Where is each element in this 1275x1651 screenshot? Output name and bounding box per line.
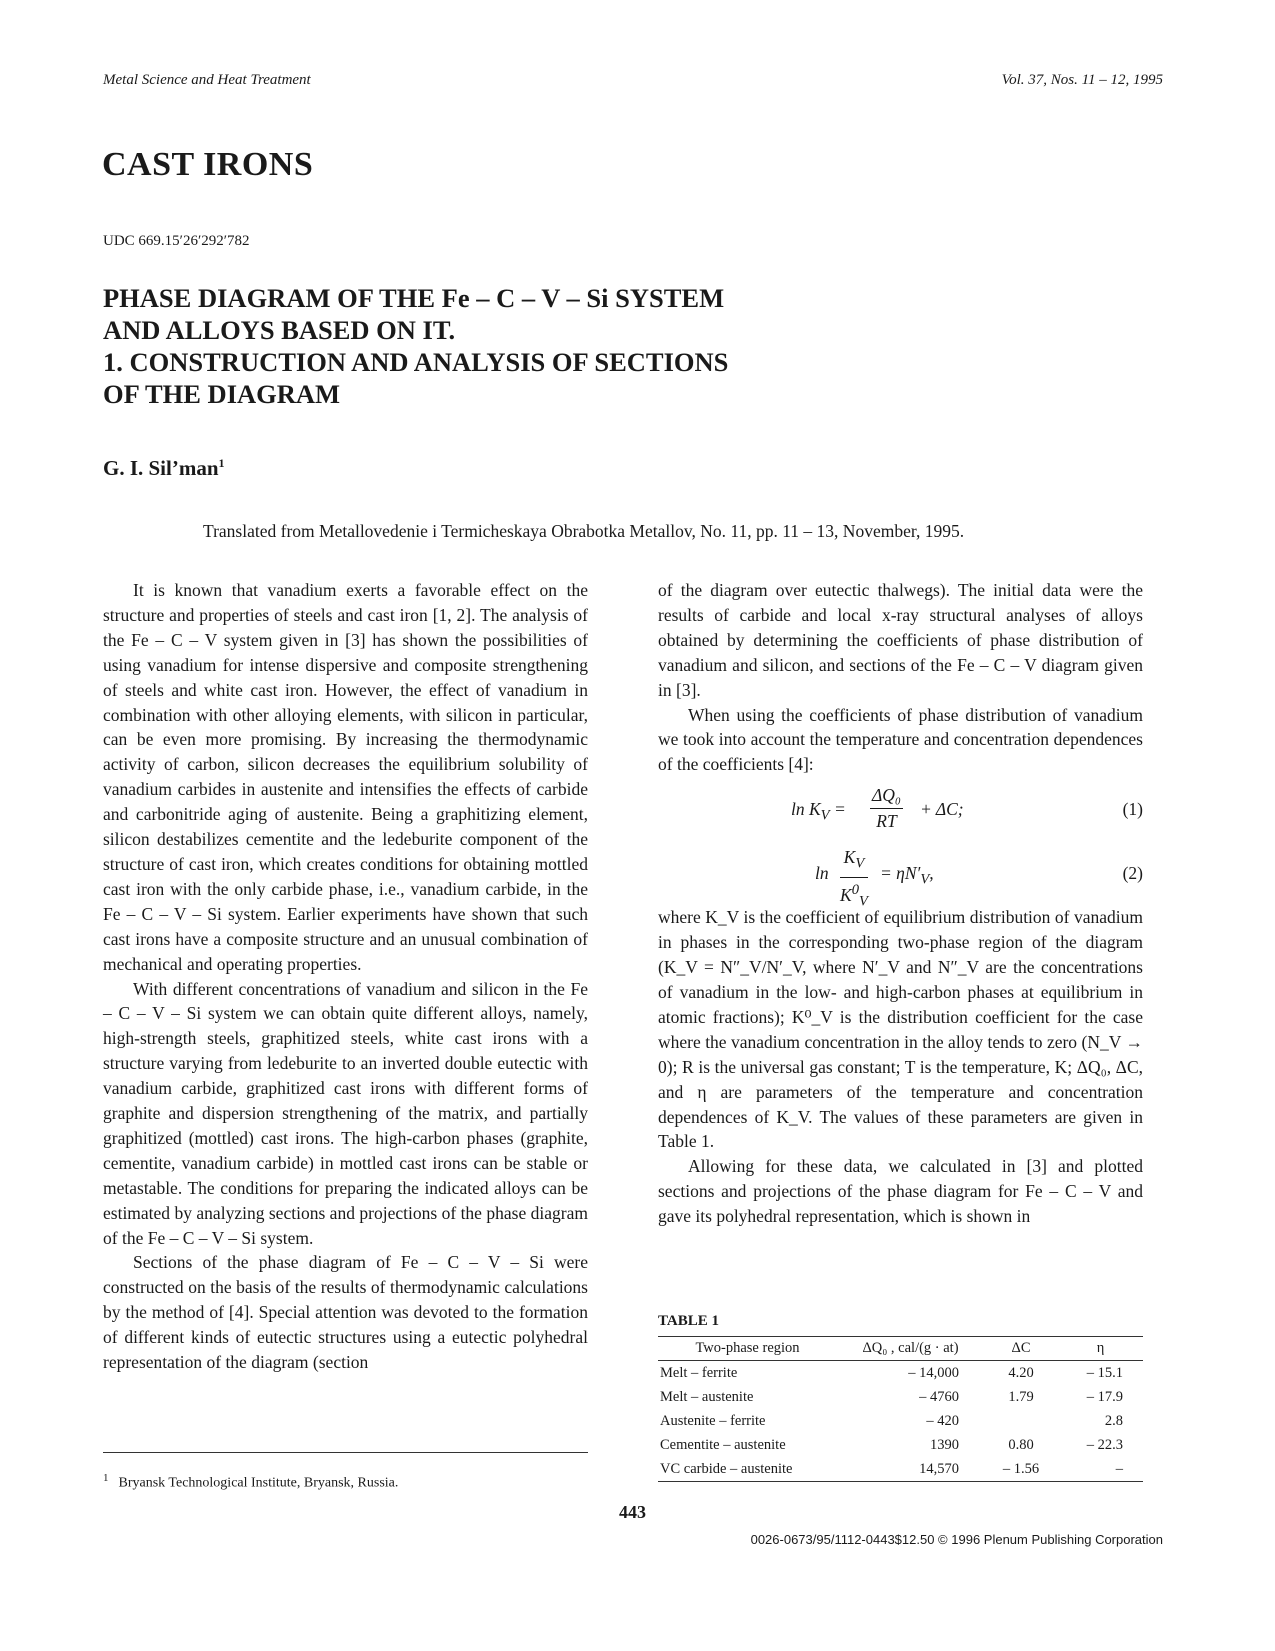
column-header: ΔC <box>984 1337 1058 1361</box>
table-cell: – 4760 <box>919 1388 959 1405</box>
table-cell: Melt – austenite <box>660 1388 754 1405</box>
volume-info: Vol. 37, Nos. 11 – 12, 1995 <box>1001 72 1163 88</box>
title-line: AND ALLOYS BASED ON IT. <box>103 315 456 345</box>
equation-1: $\ln K_V$ = $\frac{\text{ΔQ₀}}{RT}$ + ΔC; (1) <box>658 777 1143 841</box>
paragraph: where K_V is the coefficient of equilibrium distribution of vanadium in phases in the corresponding two-phase region of the diagram (K_V = N″_V/N′_V, where N′_V and N″_V are the concentrations of vanadium in the low- and high-carbon phases at equilibrium in atomic fractions); K⁰_V is the distribution coefficient for the case where the vanadium concentration in the alloy tends to zero (N_V → 0); R is the universal gas constant; T is the temperature, K; ΔQ₀, ΔC, and η are parameters of the temperature and concentration dependences of K_V. The values of these parameters are given in Table 1. <box>658 907 1143 1152</box>
table-cell: Melt – ferrite <box>660 1364 738 1381</box>
column-header: η <box>1058 1337 1143 1361</box>
udc-code: UDC 669.15′26′292′782 <box>103 233 250 249</box>
eq2-numerator: K <box>843 847 856 868</box>
footnote-divider <box>103 1452 588 1453</box>
author-name: G. I. Sil’man <box>103 456 219 480</box>
journal-name: Metal Science and Heat Treatment <box>103 72 311 88</box>
equation-2 <box>658 841 1143 909</box>
paper-title <box>103 282 823 410</box>
title-line: PHASE DIAGRAM OF THE Fe – C – V – Si SYSTEM <box>103 283 725 313</box>
table-cell: – 22.3 <box>1086 1436 1123 1453</box>
eq2-number: (2) <box>1122 863 1143 884</box>
right-column <box>658 578 1143 1229</box>
table-cell: 14,570 <box>837 1457 984 1482</box>
paragraph: When using the coefficients of phase distribution of vanadium we took into account the temperature and concentration dependences of the coefficients [4]: <box>658 704 1143 775</box>
eq1-denominator: RT <box>876 811 897 832</box>
table-cell: 1390 <box>930 1436 959 1453</box>
eq2-numerator-sub: V <box>855 855 865 872</box>
paragraph: of the diagram over eutectic thalwegs). The initial data were the results of carbide and local x-ray structural analyses of alloys obtained by determining the coefficients of phase distribution of vanadium and silicon, and sections of the Fe – C – V diagram given in [3]. <box>658 580 1143 700</box>
eq1-numerator: ΔQ₀ <box>870 783 903 809</box>
table-row <box>658 1409 1143 1433</box>
author <box>103 456 225 481</box>
eq2-lhs: ln <box>815 863 829 884</box>
table-row <box>658 1385 1143 1409</box>
copyright-line: 0026-0673/95/1112-0443$12.50 © 1996 Plenum Publishing Corporation <box>750 1532 1163 1547</box>
table-caption: TABLE 1 <box>658 1313 719 1329</box>
section-heading: CAST IRONS <box>102 146 314 183</box>
table-cell: VC carbide – austenite <box>658 1457 837 1482</box>
table-cell: Austenite – ferrite <box>660 1412 766 1429</box>
paragraph: With different concentrations of vanadium and silicon in the Fe – C – V – Si system we can obtain quite different alloys, namely, high-strength steels, graphitized steels, white cast irons with a structure varying from ledeburite to an inverted double eutectic with vanadium carbide, graphitized cast irons with different forms of graphite and dispersion strengthening of the matrix, and partially graphitized (mottled) cast irons. The high-carbon phases (graphite, cementite, vanadium carbide) in mottled cast irons can be stable or metastable. The conditions for preparing the indicated alloys can be estimated by analyzing sections and projections of the phase diagram of the Fe – C – V – Si system. <box>103 978 588 1248</box>
eq2-rhs: = ηN′ <box>880 863 921 884</box>
left-column <box>103 578 588 1375</box>
eq2-denominator-sup: 0 <box>851 881 859 898</box>
data-table <box>658 1336 1143 1482</box>
column-header: Two-phase region <box>658 1337 837 1361</box>
table-cell: – 14,000 <box>908 1364 959 1381</box>
table-cell: – 17.9 <box>1086 1388 1123 1405</box>
table-row <box>658 1361 1143 1386</box>
eq1-rhs: + ΔC; <box>920 799 964 820</box>
table-cell <box>984 1409 1058 1433</box>
paragraph: Allowing for these data, we calculated in [3] and plotted sections and projections of the phase diagram for Fe – C – V and gave its polyhedral representation, which is shown in <box>658 1156 1143 1227</box>
eq1-lhs: ln K <box>791 799 821 820</box>
eq2-rhs-sub: V <box>920 871 930 888</box>
footnote-mark: 1 <box>103 1472 109 1484</box>
eq1-number: (1) <box>1122 799 1143 820</box>
title-line: OF THE DIAGRAM <box>103 379 341 409</box>
table-header-row <box>658 1337 1143 1361</box>
eq2-denominator: K <box>840 884 852 905</box>
eq1-lhs-sub: V <box>820 807 830 824</box>
eq2-denominator-sub: V <box>858 892 868 909</box>
table-cell: 4.20 <box>1008 1364 1034 1381</box>
table-cell: 2.8 <box>1104 1412 1123 1429</box>
table-cell: 1.79 <box>1008 1388 1034 1405</box>
table-cell: – 1.56 <box>984 1457 1058 1482</box>
table-row <box>658 1457 1143 1482</box>
paragraph: It is known that vanadium exerts a favorable effect on the structure and properties of steels and cast iron [1, 2]. The analysis of the Fe – C – V system given in [3] has shown the possibilities of using vanadium for intense dispersive and composite strengthening of steels and white cast iron. However, the effect of vanadium in combination with other alloying elements, with silicon in particular, can be even more promising. By increasing the thermodynamic activity of carbon, silicon decreases the equilibrium solubility of vanadium carbides in austenite and intensifies the effects of carbide and carbonitride aging of austenite. Being a graphitizing element, silicon destabilizes cementite and the ledeburite component of the structure of cast iron, which creates conditions for obtaining mottled cast iron with the only carbide phase, i.e., vanadium carbide, in the Fe – C – V – Si system. Earlier experiments have shown that such cast irons have a composite structure and an unusual combination of mechanical and operating properties. <box>103 580 588 974</box>
table-cell: – 15.1 <box>1086 1364 1123 1381</box>
paragraph: Sections of the phase diagram of Fe – C – V – Si were constructed on the basis of the results of thermodynamic calculations by the method of [4]. Special attention was devoted to the formation of different kinds of eutectic structures using a eutectic polyhedral representation of the diagram (section <box>103 1252 588 1373</box>
table-cell: – 420 <box>926 1412 959 1429</box>
title-line: 1. CONSTRUCTION AND ANALYSIS OF SECTIONS <box>103 347 729 377</box>
translation-note: Translated from Metallovedenie i Termicheskaya Obrabotka Metallov, No. 11, pp. 11 – 13, November, 1995. <box>203 521 965 541</box>
table-cell: – <box>1058 1457 1143 1482</box>
table-cell: 0.80 <box>1008 1436 1034 1453</box>
footnote-text: Bryansk Technological Institute, Bryansk, Russia. <box>118 1475 399 1491</box>
footnote <box>103 1472 398 1492</box>
table-row <box>658 1433 1143 1457</box>
page-number: 443 <box>619 1502 646 1522</box>
author-footnote-mark: 1 <box>218 456 225 470</box>
table-cell: Cementite – austenite <box>660 1436 786 1453</box>
eq2-rhs-end: , <box>929 863 934 884</box>
column-header: ΔQ₀ , cal/(g · at) <box>837 1337 984 1361</box>
